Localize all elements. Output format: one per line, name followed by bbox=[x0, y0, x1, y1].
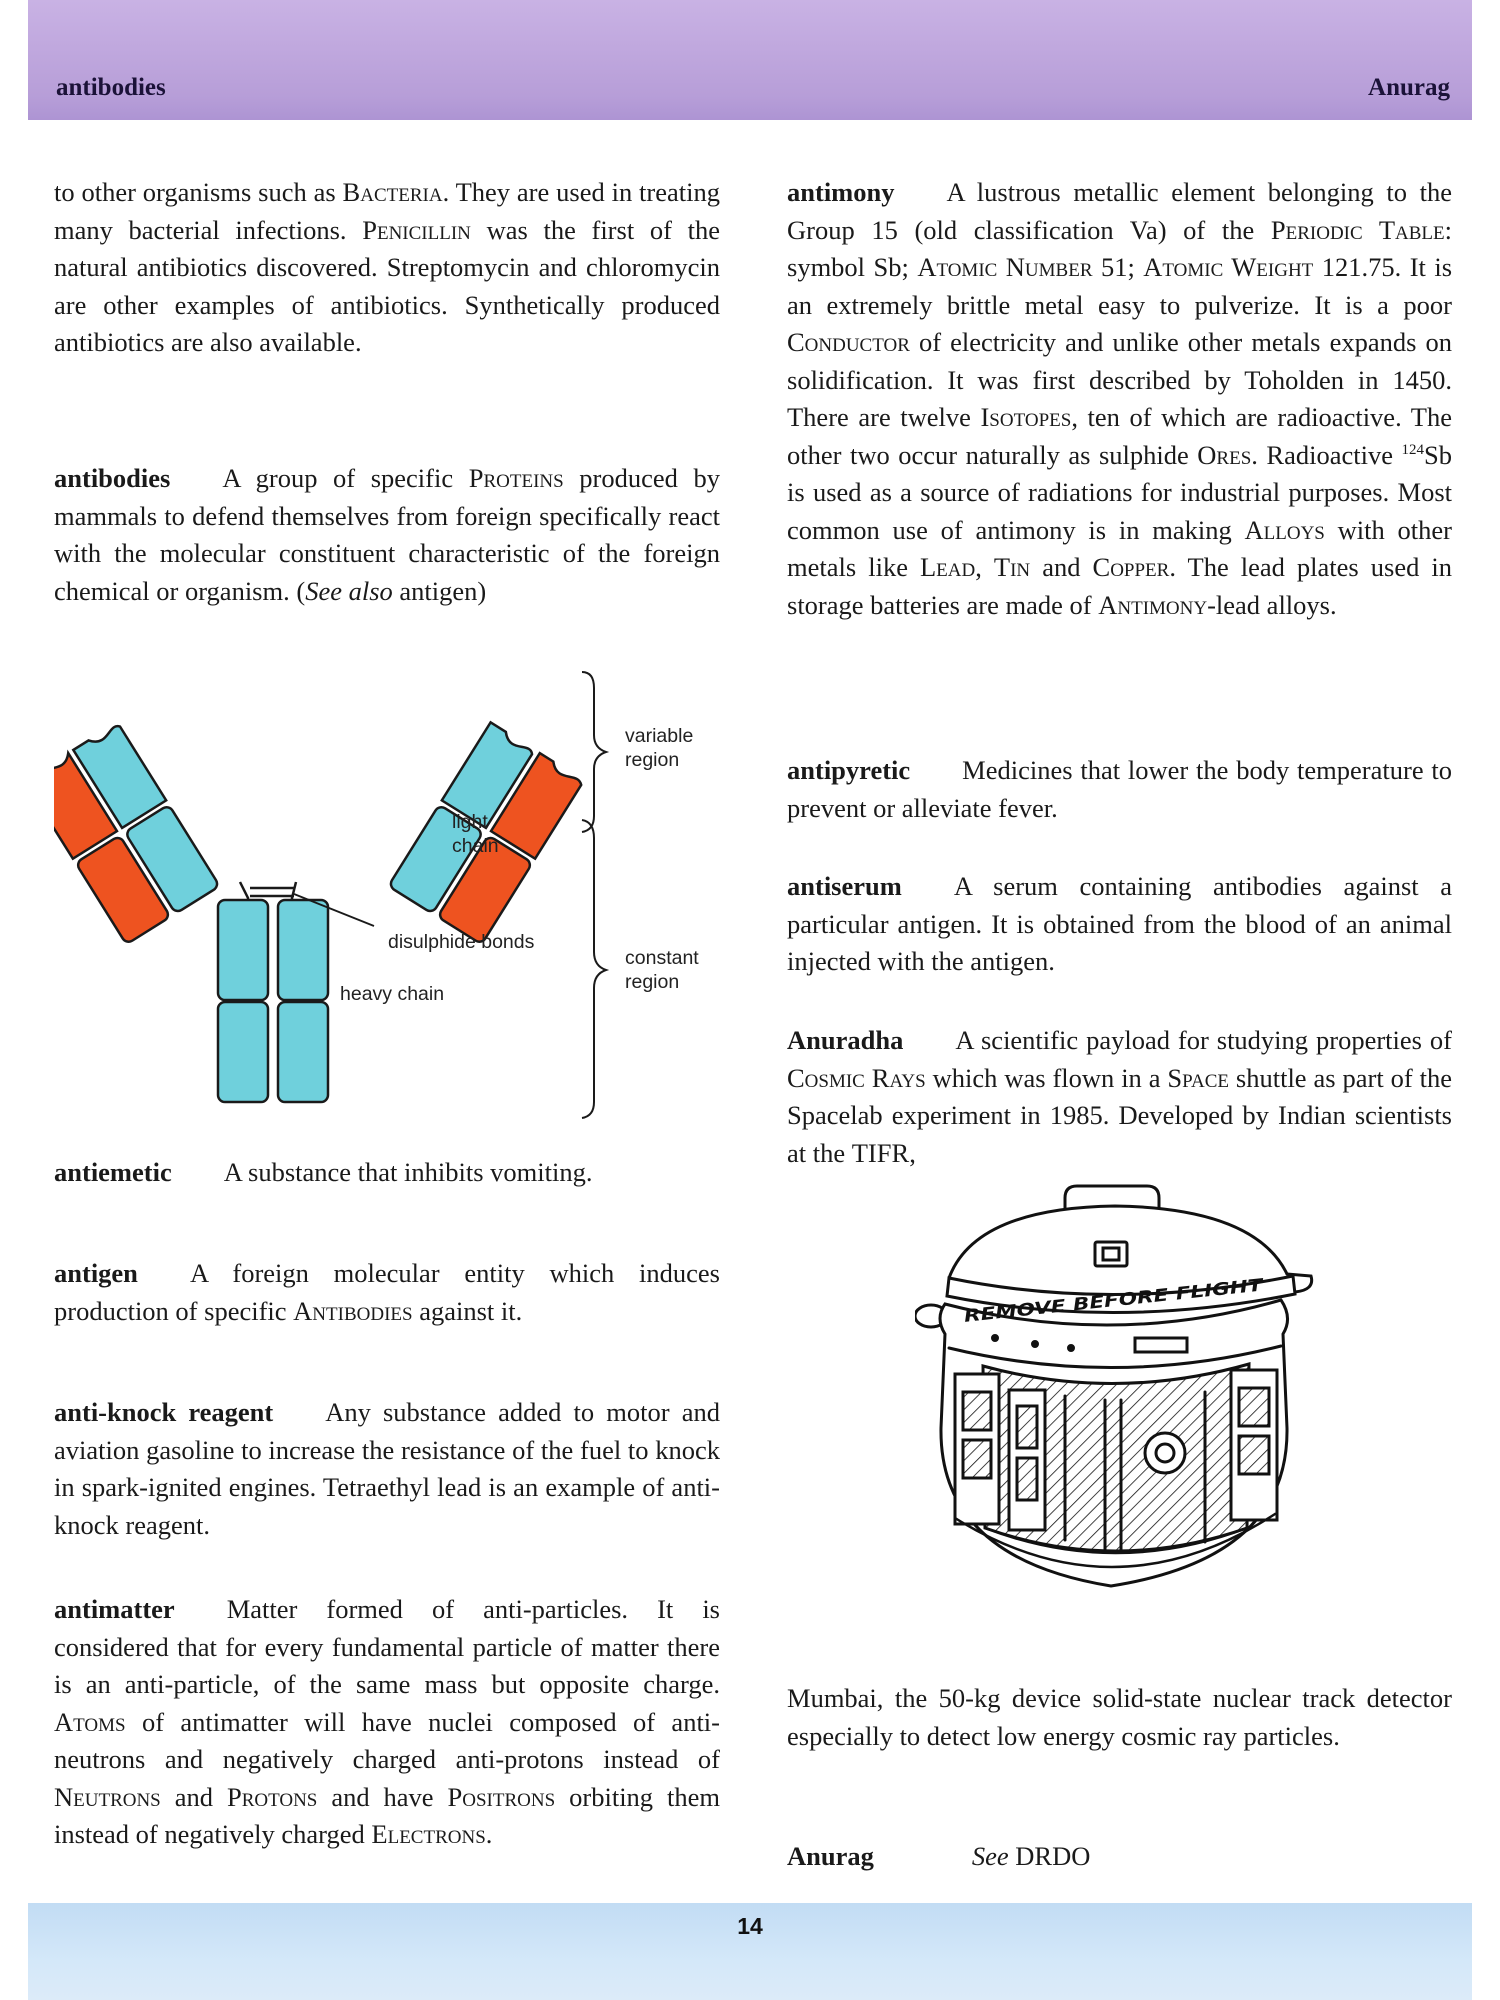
entry-antigen: antigen A foreign molecular entity which induces production of specific Antibodies against it. bbox=[54, 1258, 720, 1326]
entry-term: antiserum bbox=[787, 871, 902, 901]
header-left-guideword: antibodies bbox=[56, 74, 166, 101]
variable-region-brace bbox=[582, 672, 606, 832]
entry-antipyretic: antipyretic Medicines that lower the body temperature to prevent or alleviate fever. bbox=[787, 755, 1452, 823]
entry-term: antibodies bbox=[54, 463, 171, 493]
payload-port bbox=[1145, 1433, 1185, 1473]
entry-antiemetic: antiemetic A substance that inhibits vomiting. bbox=[54, 1157, 593, 1187]
heavy-chain-stem-right-upper bbox=[278, 900, 328, 1000]
entry-term: antimony bbox=[787, 177, 895, 207]
entry-term: anti-knock reagent bbox=[54, 1397, 274, 1427]
header-band bbox=[28, 0, 1472, 120]
entry-antiserum: antiserum A serum containing antibodies against a particular antigen. It is obtained from the blood of an animal injected with the antigen. bbox=[787, 871, 1452, 976]
entry-term: antigen bbox=[54, 1258, 138, 1288]
entry-term: antimatter bbox=[54, 1594, 175, 1624]
header-right-guideword: Anurag bbox=[1368, 74, 1450, 101]
heavy-chain-stem-right-lower bbox=[278, 1002, 328, 1102]
entry-antibodies: antibodies A group of specific Proteins produced by mammals to defend themselves from foreign specifically react with the molecular constituent characteristic of the foreign chemical or organism. (See also antigen) bbox=[54, 463, 720, 606]
entry-anuradha: Anuradha A scientific payload for studying properties of Cosmic Rays which was flown in a Space shuttle as part of the Spacelab experiment in 1985. Developed by Indian scientists at the TIFR, bbox=[787, 1025, 1452, 1168]
heavy-chain-label: heavy chain bbox=[340, 983, 445, 1005]
disulphide-bonds-label: disulphide bonds bbox=[388, 931, 535, 953]
entry-anuradha-continued: Mumbai, the 50-kg device solid-state nuclear track detector especially to detect low energy cosmic ray particles. bbox=[787, 1683, 1452, 1751]
page-number: 14 bbox=[737, 1913, 763, 1939]
payload-band-text: REMOVE BEFORE FLIGHT bbox=[963, 1282, 1200, 1327]
anuradha-payload-illustration bbox=[915, 1178, 1335, 1638]
payload-drawing bbox=[915, 1178, 1335, 1638]
entry-antibiotics-continued: to other organisms such as Bacteria. They are used in treating many bacterial infections. Penicillin was the first of the natural antibiotics discovered. Streptomycin and chloromycin are other examples of antibiotics. Synthetically produced antibiotics are also available. bbox=[54, 177, 720, 357]
entry-antimatter: antimatter Matter formed of anti-particles. It is considered that for every fundamental particle of matter there is an anti-particle, of the same mass but opposite charge. Atoms of antimatter will have nuclei composed of anti-neutrons and negatively charged anti-protons instead of Neutrons and Protons and have Positrons orbiting them instead of negatively charged Electrons. bbox=[54, 1594, 721, 1849]
entry-term: Anurag bbox=[787, 1841, 874, 1871]
variable-region-label: variable region bbox=[625, 725, 694, 771]
antibody-figure bbox=[54, 660, 720, 1120]
light-chain-label: light chain bbox=[452, 811, 499, 857]
footer-band bbox=[28, 1903, 1472, 2000]
entry-term: antiemetic bbox=[54, 1157, 172, 1187]
entry-antimony: antimony A lustrous metallic element belonging to the Group 15 (old classification Va) of the Periodic Table: symbol Sb; Atomic Number 51; Atomic Weight 121.75. It is an extremely brittle metal easy to pulverize. It is a poor Conductor of electricity and unlike other metals expands on solidification. It was first described by Toholden in 1450. There are twelve Isotopes, ten of which are radioactive. The other two occur naturally as sulphide Ores. Radioactive $^{124}$Sb is used as a source of radiations for industrial purposes. Most common use of antimony is in making Alloys with other metals like Lead, Tin and Copper. The lead plates used in storage batteries are made of Antimony-lead alloys. bbox=[787, 177, 1453, 620]
antibody-diagram bbox=[54, 660, 720, 1120]
constant-region-label: constant region bbox=[625, 947, 699, 993]
entry-term: antipyretic bbox=[787, 755, 911, 785]
entry-anurag: Anurag See DRDO bbox=[787, 1841, 1091, 1871]
heavy-chain-stem-left-lower bbox=[218, 1002, 268, 1102]
entry-term: Anuradha bbox=[787, 1025, 904, 1055]
heavy-chain-stem-left-upper bbox=[218, 900, 268, 1000]
constant-region-brace bbox=[582, 820, 606, 1118]
entry-anti-knock-reagent: anti-knock reagent Any substance added to motor and aviation gasoline to increase the resistance of the fuel to knock in spark-ignited engines. Tetraethyl lead is an example of anti-knock reagent. bbox=[54, 1397, 720, 1540]
